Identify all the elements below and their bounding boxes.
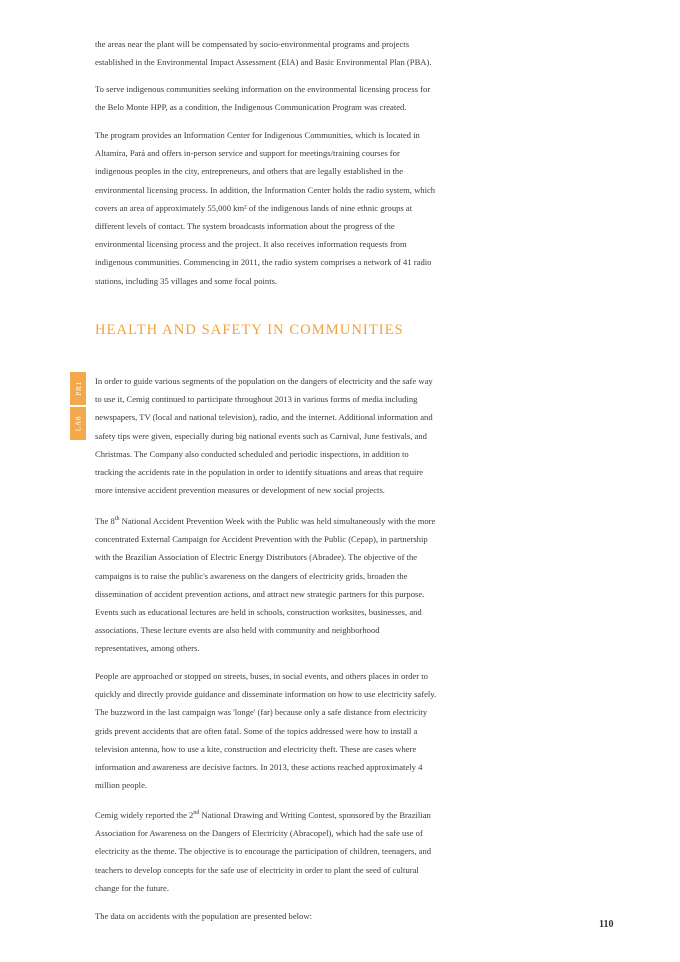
text-line: The buzzword in the last campaign was 'longe' (far) because only a safe distance from electricity: [95, 707, 428, 718]
text-line: television antenna, how to use a kite, construction and electricity theft. These are cases where: [95, 743, 417, 754]
text-line: with the Brazilian Association of Electric Energy Distributors (Abradee). The objective of the: [95, 552, 418, 563]
text-line: to use it, Cemig continued to participate throughout 2013 in various forms of media including: [95, 394, 418, 405]
text-line: tracking the accidents rate in the population in order to identify situations and areas that require: [95, 467, 424, 478]
text-line: different levels of contact. The system broadcasts information about the progress of the: [95, 221, 395, 232]
text-line: Events such as educational lectures are held in schools, construction worksites, businesses, and: [95, 607, 422, 618]
text-line: indigenous communities. Commencing in 2011, the radio system comprises a network of 41 radio: [95, 257, 432, 268]
text-line: million people.: [95, 780, 148, 791]
text-fragment: The 8: [95, 516, 115, 526]
text-line: representatives, among others.: [95, 643, 200, 654]
paragraph-media-guidance: [95, 372, 495, 499]
text-line: quickly and directly provide guidance and disseminate information on how to use electricity safely.: [95, 689, 437, 700]
text-fragment: Cemig widely reported the 2: [95, 810, 194, 820]
section-heading: HEALTH AND SAFETY IN COMMUNITIES: [95, 322, 404, 338]
paragraph-data-intro: [95, 907, 495, 925]
paragraph-drawing-contest: [95, 806, 495, 897]
text-line: campaigns is to raise the public's awareness on the dangers of electricity grids, broaden the: [95, 570, 408, 581]
text-line: The program provides an Information Center for Indigenous Communities, which is located in: [95, 130, 420, 140]
tab-label: LA8: [73, 415, 83, 432]
text-line: change for the future.: [95, 882, 169, 893]
text-fragment: National Accident Prevention Week with the Public was held simultaneously with the more: [119, 516, 436, 526]
indicator-tab-pr1: [70, 372, 86, 405]
text-line: the Belo Monte HPP, as a condition, the Indigenous Communication Program was created.: [95, 102, 407, 113]
text-line: environmental licensing process and the project. It also receives information requests from: [95, 239, 407, 250]
superscript: th: [114, 516, 120, 522]
text-line: covers an area of approximately 55,000 km² of the indigenous lands of nine ethnic groups at: [95, 202, 413, 213]
text-line: In order to guide various segments of the population on the dangers of electricity and the safe way: [95, 376, 433, 386]
text-line: associations. These lecture events are also held with community and neighborhood: [95, 625, 380, 636]
text-line: teachers to develop concepts for the safe use of electricity in order to plant the seed of cultural: [95, 864, 419, 875]
text-line: the areas near the plant will be compensated by socio-environmental programs and projects: [95, 39, 410, 49]
paragraph-information-center: [95, 126, 495, 290]
text-line: information and awareness are decisive factors. In 2013, these actions reached approximately 4: [95, 762, 423, 773]
text-line: [95, 806, 495, 824]
paragraph-street-approach: [95, 667, 495, 794]
text-line: Altamira, Pará and offers in-person service and support for meetings/training courses for: [95, 148, 400, 159]
text-line: indigenous peoples in the city, entrepreneurs, and others that are legally established in the: [95, 166, 404, 177]
paragraph-indigenous-compensation: [95, 35, 495, 71]
text-line: dissemination of accident prevention actions, and attract new strategic partners for this purpose.: [95, 588, 425, 599]
text-line: newspapers, TV (local and national television), radio, and the internet. Additional information and: [95, 412, 433, 423]
superscript: nd: [193, 810, 200, 816]
text-line: more intensive accident prevention measures or development of new social projects.: [95, 485, 385, 496]
paragraph-communication-program: [95, 80, 495, 116]
text-line: established in the Environmental Impact Assessment (EIA) and Basic Environmental Plan (PBA).: [95, 57, 432, 68]
paragraph-prevention-week: [95, 512, 495, 658]
page-number: 110: [599, 919, 614, 930]
text-line: Association for Awareness on the Dangers of Electricity (Abracopel), which had the safe use of: [95, 828, 423, 839]
text-line: To serve indigenous communities seeking information on the environmental licensing process for: [95, 84, 431, 94]
text-line: electricity as the theme. The objective is to encourage the participation of children, teenagers, and: [95, 846, 432, 857]
indicator-tab-la8: [70, 407, 86, 440]
text-line: The data on accidents with the population are presented below:: [95, 911, 312, 921]
tab-label: PR1: [73, 381, 83, 396]
text-line: Christmas. The Company also conducted scheduled and periodic inspections, in addition to: [95, 448, 409, 459]
text-line: [95, 512, 495, 530]
text-line: concentrated External Campaign for Accident Prevention with the Public (Cepap), in partnership: [95, 534, 428, 545]
text-line: People are approached or stopped on streets, buses, in social events, and others places in order to: [95, 671, 428, 681]
text-line: environmental licensing process. In addition, the Information Center holds the radio system, which: [95, 184, 436, 195]
text-line: stations, including 35 villages and some focal points.: [95, 275, 278, 286]
text-line: safety tips were given, especially during big national events such as Carnival, June festivals, and: [95, 430, 427, 441]
text-line: grids prevent accidents that are often fatal. Some of the topics addressed were how to install a: [95, 725, 418, 736]
text-fragment: National Drawing and Writing Contest, sponsored by the Brazilian: [199, 810, 431, 820]
